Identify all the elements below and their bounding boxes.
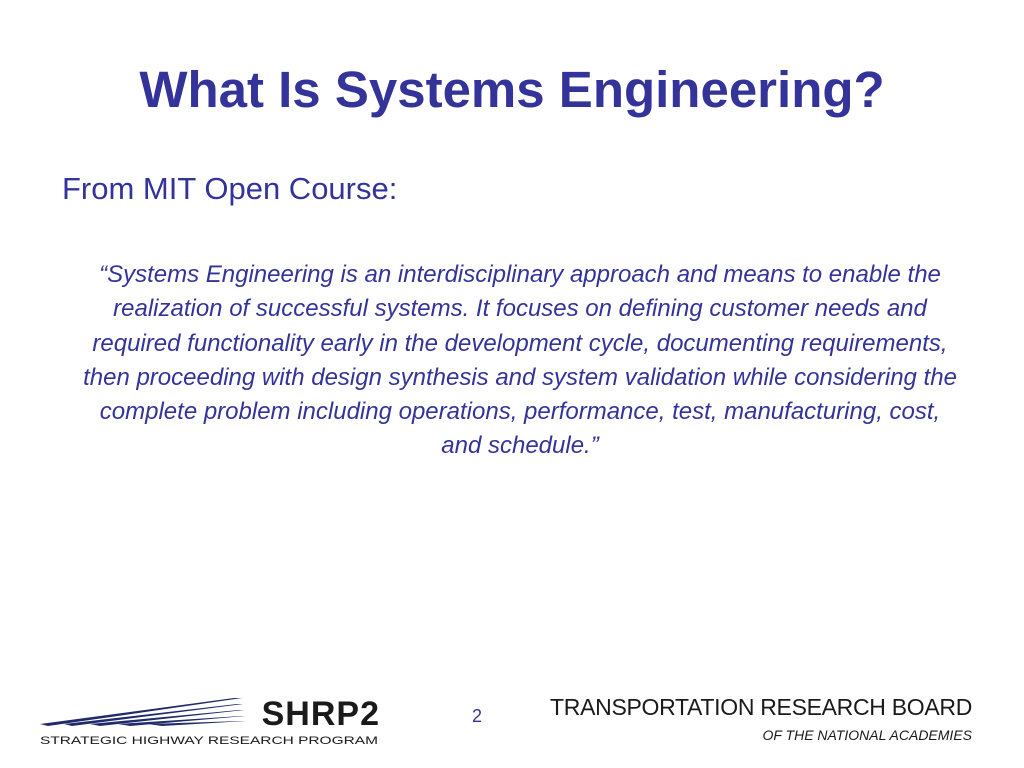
- slide-subtitle: From MIT Open Course:: [62, 171, 398, 206]
- trb-name: TRANSPORTATION RESEARCH BOARD: [550, 694, 972, 720]
- trb-subtitle: OF THE NATIONAL ACADEMIES: [762, 727, 972, 743]
- trb-logo: [552, 696, 972, 748]
- shrp2-wordmark: SHRP2: [261, 695, 380, 733]
- highway-stripes-icon: [40, 698, 246, 726]
- slide-title: What Is Systems Engineering?: [139, 61, 885, 118]
- shrp2-logo: [38, 694, 383, 750]
- shrp2-tagline: STRATEGIC HIGHWAY RESEARCH PROGRAM: [40, 735, 378, 747]
- definition-quote: “Systems Engineering is an interdisciplinary approach and means to enable the realization of successful systems. It focuses on defining customer needs and required functionality early in the development cycle, documenting requirements, then proceeding with design synthesis and system validation while considering the complete problem including operations, performance, test, manufacturing, cost, and schedule.”: [83, 261, 957, 460]
- page-number: 2: [472, 706, 483, 726]
